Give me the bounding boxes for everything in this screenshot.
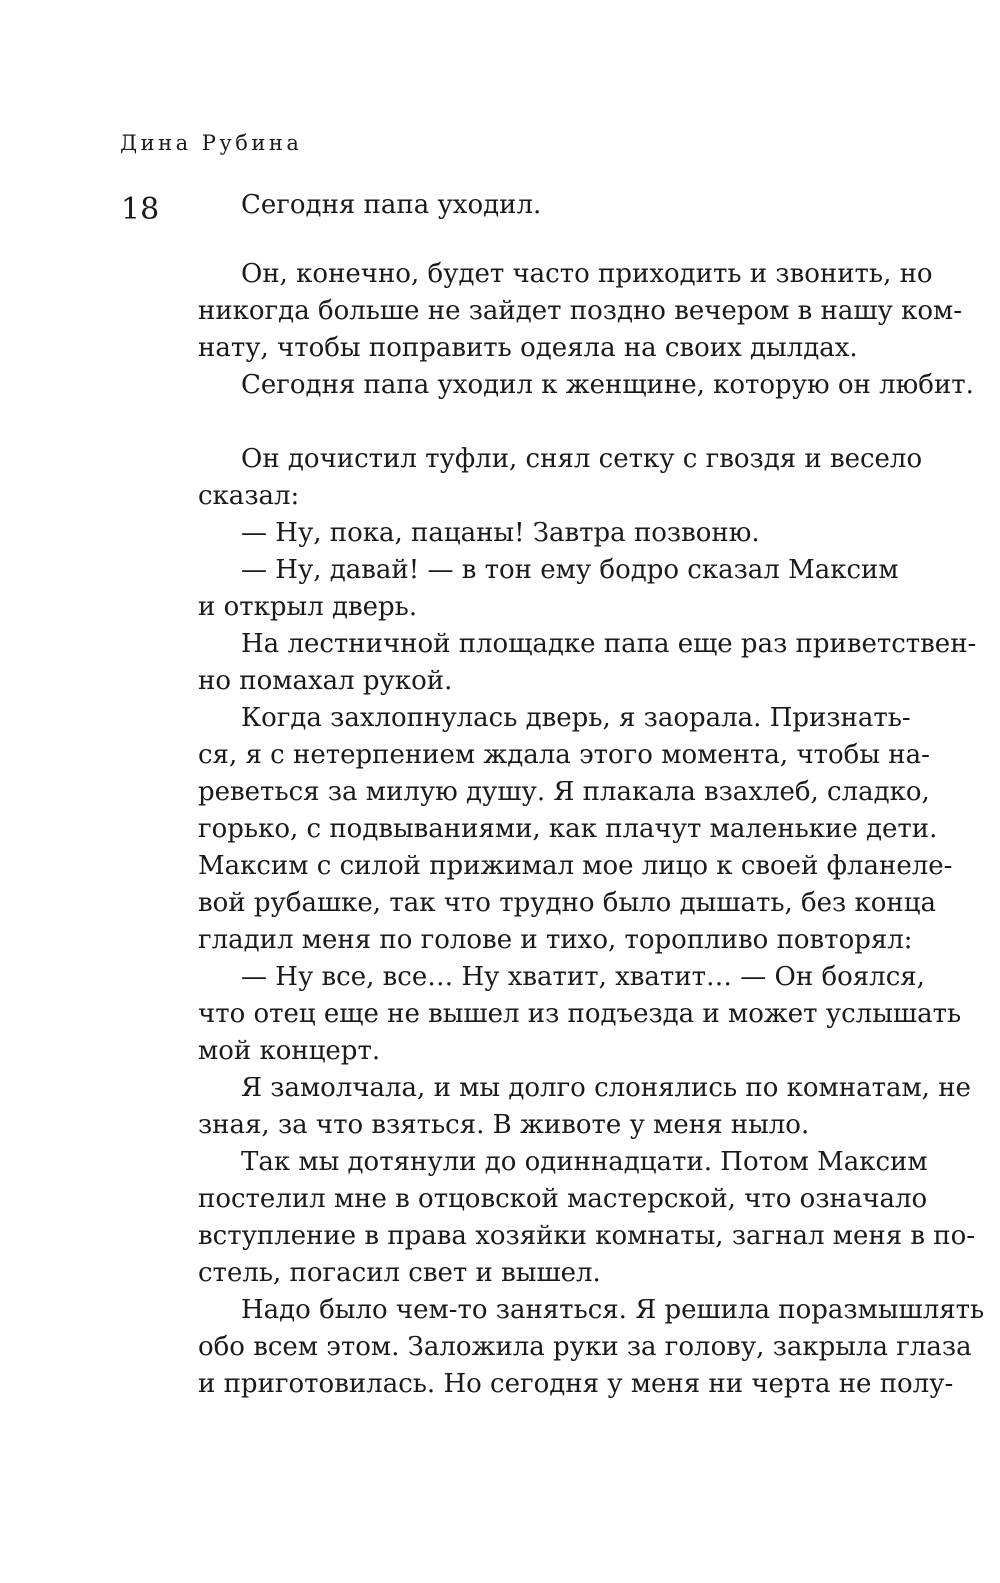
text-line: никогда больше не зайдет поздно вечером в нашу ком- xyxy=(198,296,962,326)
text-line: и открыл дверь. xyxy=(198,592,418,622)
text-line: нату, чтобы поправить одеяла на своих дылдах. xyxy=(198,333,858,363)
text-line: мой концерт. xyxy=(198,1036,381,1066)
text-line: Сегодня папа уходил. xyxy=(241,190,542,220)
text-line: вой рубашке, так что трудно было дышать, без конца xyxy=(198,888,936,918)
text-line: вступление в права хозяйки комнаты, загнал меня в по- xyxy=(198,1221,976,1251)
text-line: ся, я с нетерпением ждала этого момента, чтобы на- xyxy=(198,740,930,770)
text-line: зная, за что взяться. В животе у меня ныло. xyxy=(198,1110,810,1140)
text-line: постелил мне в отцовской мастерской, что означало xyxy=(198,1184,928,1214)
text-line: обо всем этом. Заложила руки за голову, закрыла глаза xyxy=(198,1332,972,1362)
text-line: На лестничной площадке папа еще раз приветствен- xyxy=(241,629,977,659)
text-line: реветься за милую душу. Я плакала взахлеб, сладко, xyxy=(198,777,930,807)
text-line: Когда захлопнулась дверь, я заорала. Признать- xyxy=(241,703,911,733)
text-line: Он, конечно, будет часто приходить и звонить, но xyxy=(241,259,933,289)
text-line: — Ну, давай! — в тон ему бодро сказал Максим xyxy=(241,555,899,585)
text-line: что отец еще не вышел из подъезда и может услышать xyxy=(198,999,962,1029)
text-line: горько, с подвываниями, как плачут маленькие дети. xyxy=(198,814,938,844)
running-head-author: Дина Рубина xyxy=(120,131,303,155)
page-number: 18 xyxy=(121,192,160,227)
text-line: Надо было чем-то заняться. Я решила поразмышлять xyxy=(241,1295,985,1325)
text-line: гладил меня по голове и тихо, торопливо повторял: xyxy=(198,925,913,955)
text-line: Так мы дотянули до одиннадцати. Потом Максим xyxy=(241,1147,928,1177)
text-line: стель, погасил свет и вышел. xyxy=(198,1258,601,1288)
text-line: и приготовилась. Но сегодня у меня ни черта не полу- xyxy=(198,1369,954,1399)
text-line: Он дочистил туфли, снял сетку с гвоздя и весело xyxy=(241,444,923,474)
text-line: Максим с силой прижимал мое лицо к своей фланеле- xyxy=(198,851,953,881)
text-line: Сегодня папа уходил к женщине, которую он любит. xyxy=(241,370,974,400)
text-line: сказал: xyxy=(198,481,300,511)
text-line: — Ну все, все… Ну хватит, хватит… — Он боялся, xyxy=(241,962,925,992)
text-line: — Ну, пока, пацаны! Завтра позвоню. xyxy=(241,518,760,548)
text-line: Я замолчала, и мы долго слонялись по комнатам, не xyxy=(241,1073,971,1103)
text-line: но помахал рукой. xyxy=(198,666,453,696)
